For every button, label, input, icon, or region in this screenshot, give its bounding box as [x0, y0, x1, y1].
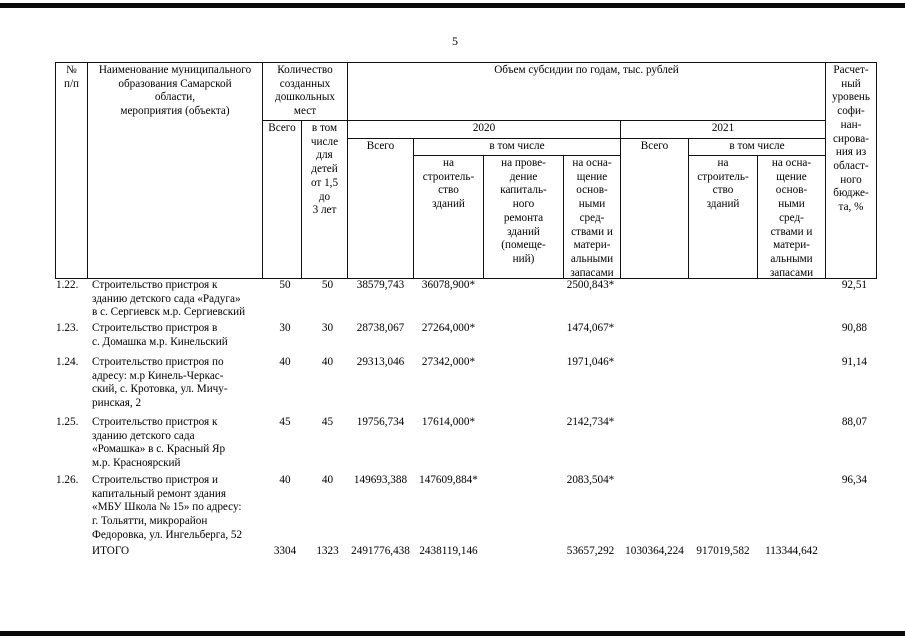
places-toddlers: 45	[321, 416, 334, 428]
equipment-2020: 53657,292	[566, 545, 615, 557]
construction-2020: 147609,884*	[419, 474, 478, 486]
header-including-2020: в том числе	[413, 138, 621, 156]
row-number: 1.25.	[56, 416, 79, 428]
row-number: 1.23.	[56, 322, 79, 334]
places-total: 45	[279, 416, 291, 428]
cofinancing-level: 96,34	[841, 474, 867, 486]
header-number: № п/п	[55, 62, 88, 279]
subsidy-total-2020: 2491776,438	[351, 545, 410, 557]
places-toddlers: 40	[321, 356, 334, 368]
construction-2021: 917019,582	[696, 545, 750, 557]
header-equipment-2020: на осна- щение основ- ными сред- ствами и матери- альными запасами	[563, 155, 621, 279]
construction-2020: 2438119,146	[419, 545, 478, 557]
header-subsidy: Объем субсидии по годам, тыс. рублей	[347, 62, 826, 121]
subsidy-total-2020: 38579,743	[356, 279, 405, 291]
construction-2020: 17614,000*	[421, 416, 476, 428]
header-places-toddlers: в том числе для детей от 1,5 до 3 лет	[301, 120, 348, 279]
object-name: Строительство пристроя по адресу: м.р Кинель-Черкас- ский, с. Кротовка, ул. Мичу- ринская, 2	[92, 356, 228, 410]
places-toddlers: 1323	[316, 545, 339, 557]
total-label: ИТОГО	[92, 545, 130, 557]
object-name: Строительство пристроя в с. Домашка м.р. Кинельский	[92, 322, 228, 348]
construction-2020: 36078,900*	[421, 279, 476, 291]
header-places: Количество созданных дошкольных мест	[262, 62, 348, 121]
header-cofinancing: Расчет- ный уровень софи- нан- сирова- ния из област- ного бюдже- та, %	[825, 62, 877, 279]
subsidy-total-2020: 19756,734	[356, 416, 405, 428]
object-name: Строительство пристроя к зданию детского сада «Радуга» в с. Сергиевск м.р. Сергиевский	[92, 279, 246, 319]
subsidy-total-2020: 29313,046	[356, 356, 405, 368]
cofinancing-level: 91,14	[841, 356, 867, 368]
object-name: Строительство пристроя и капитальный ремонт здания «МБУ Школа № 15» по адресу: г. Тольятти, микрорайон Федоровка, ул. Ингельберга, 52	[92, 474, 243, 541]
places-toddlers: 40	[321, 474, 334, 486]
row-number: 1.22.	[56, 279, 79, 291]
equipment-2021: 113344,642	[765, 545, 818, 557]
row-number: 1.26.	[56, 474, 79, 486]
places-toddlers: 30	[321, 322, 334, 334]
header-repair-2020: на прове- дение капиталь- ного ремонта зданий (помеще- ний)	[483, 155, 564, 279]
equipment-2020: 1971,046*	[566, 356, 615, 368]
equipment-2020: 2500,843*	[566, 279, 615, 291]
cofinancing-level: 90,88	[841, 322, 867, 334]
places-total: 40	[279, 356, 291, 368]
places-total: 40	[279, 474, 291, 486]
header-year-2021: 2021	[620, 120, 826, 139]
equipment-2020: 1474,067*	[566, 322, 615, 334]
header-including-2021: в том числе	[688, 138, 826, 156]
cofinancing-level: 88,07	[841, 416, 867, 428]
page-number: 5	[452, 34, 458, 48]
places-total: 30	[279, 322, 291, 334]
equipment-2020: 2142,734*	[566, 416, 615, 428]
object-name: Строительство пристроя к зданию детского сада «Ромашка» в с. Красный Яр м.р. Красноярский	[92, 416, 226, 470]
cofinancing-level: 92,51	[841, 279, 867, 291]
header-total-2020: Всего	[347, 138, 414, 279]
subsidy-total-2020: 28738,067	[356, 322, 405, 334]
header-year-2020: 2020	[347, 120, 621, 139]
equipment-2020: 2083,504*	[566, 474, 615, 486]
subsidy-total-2020: 149693,388	[353, 474, 408, 486]
header-equipment-2021: на осна- щение основ- ными сред- ствами и матери- альными запасами	[757, 155, 826, 279]
construction-2020: 27264,000*	[421, 322, 476, 334]
header-total-2021: Всего	[620, 138, 689, 279]
row-number: 1.24.	[56, 356, 79, 368]
places-total: 50	[279, 279, 291, 291]
header-construction-2021: на строитель- ство зданий	[688, 155, 758, 279]
header-object-name: Наименование муниципального образования Самарской области, мероприятия (объекта)	[87, 62, 263, 279]
header-places-total: Всего	[262, 120, 302, 279]
subsidy-total-2021: 1030364,224	[625, 545, 684, 557]
header-construction-2020: на строитель- ство зданий	[413, 155, 484, 279]
construction-2020: 27342,000*	[421, 356, 476, 368]
places-toddlers: 50	[321, 279, 334, 291]
places-total: 3304	[273, 545, 297, 557]
